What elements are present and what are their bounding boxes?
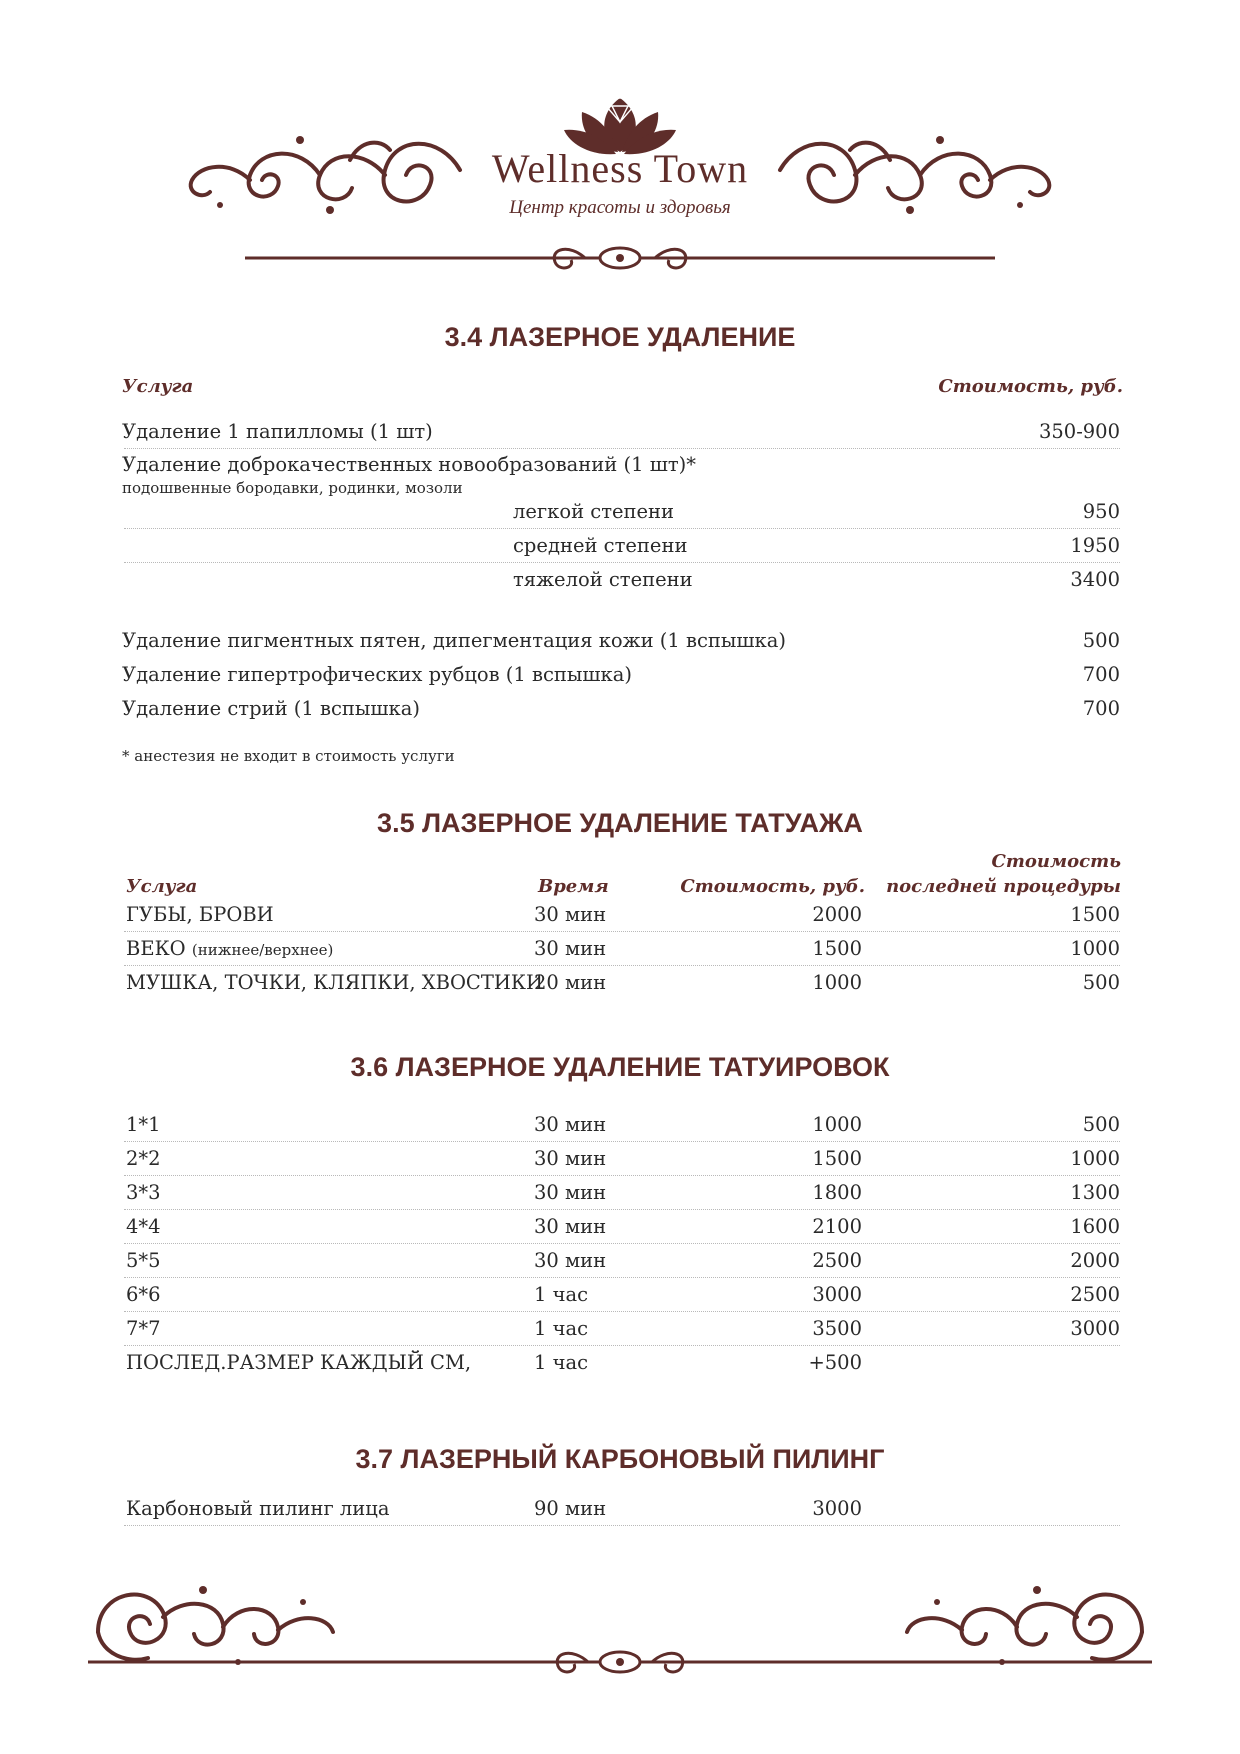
service-price: 500 (1082, 629, 1120, 652)
service-last-price: 1600 (1070, 1215, 1120, 1238)
column-header-last-price-2: последней процедуры (886, 876, 1121, 897)
table-row (124, 935, 1120, 966)
column-header-service: Услуга (126, 876, 198, 897)
service-price: 1800 (812, 1181, 862, 1204)
service-time: 20 мин (534, 971, 607, 994)
table-row (124, 1349, 1120, 1379)
section-title-3-4: 3.4 ЛАЗЕРНОЕ УДАЛЕНИЕ (444, 322, 796, 352)
column-header-service: Услуга (122, 376, 194, 397)
service-name-main: ВЕКО (126, 937, 186, 960)
service-name: Удаление гипертрофических рубцов (1 вспышка) (122, 663, 632, 686)
service-name: МУШКА, ТОЧКИ, КЛЯПКИ, ХВОСТИКИ (126, 971, 543, 994)
service-price: 700 (1082, 663, 1120, 686)
price-row (124, 498, 1120, 529)
table-row (124, 1145, 1120, 1176)
service-price: 1000 (812, 1113, 862, 1136)
service-name: Удаление доброкачественных новообразований (1 шт)* (122, 453, 696, 476)
price-row (124, 451, 1120, 501)
column-header-last-price: Стоимость (991, 851, 1121, 872)
service-price: 3000 (812, 1283, 862, 1306)
service-name-detail: (нижнее/верхнее) (191, 941, 334, 959)
price-row (124, 627, 1120, 657)
table-row (124, 969, 1120, 999)
service-time: 30 мин (534, 1113, 607, 1136)
service-price: 3400 (1070, 568, 1120, 591)
service-price: +500 (808, 1351, 862, 1374)
service-name: Удаление 1 папилломы (1 шт) (122, 420, 433, 443)
table-row (124, 1495, 1120, 1526)
section-title-3-6: 3.6 ЛАЗЕРНОЕ УДАЛЕНИЕ ТАТУИРОВОК (350, 1052, 890, 1082)
price-row (124, 661, 1120, 691)
service-price: 3500 (812, 1317, 862, 1340)
service-last-price: 1300 (1070, 1181, 1120, 1204)
tattoo-size: 1*1 (126, 1113, 161, 1136)
service-price: 2000 (812, 903, 862, 926)
section-title-3-7: 3.7 ЛАЗЕРНЫЙ КАРБОНОВЫЙ ПИЛИНГ (355, 1444, 885, 1474)
table-row (124, 1179, 1120, 1210)
service-note: подошвенные бородавки, родинки, мозоли (122, 479, 463, 497)
service-price: 350-900 (1038, 420, 1120, 443)
service-price: 1950 (1070, 534, 1120, 557)
tattoo-size: 3*3 (126, 1181, 161, 1204)
tattoo-size: 4*4 (126, 1215, 161, 1238)
service-price: 950 (1082, 500, 1120, 523)
service-price: 3000 (812, 1497, 862, 1520)
service-last-price: 1000 (1070, 1147, 1120, 1170)
service-time: 30 мин (534, 1215, 607, 1238)
service-name: Удаление пигментных пятен, дипегментация кожи (1 вспышка) (122, 629, 786, 652)
service-time: 30 мин (534, 1147, 607, 1170)
service-time: 30 мин (534, 1181, 607, 1204)
price-row (124, 566, 1120, 596)
price-row (124, 695, 1120, 725)
ornament-header-right-icon (770, 130, 1060, 220)
column-header-price: Стоимость, руб. (680, 876, 865, 897)
table-row (124, 1213, 1120, 1244)
service-time: 30 мин (534, 937, 607, 960)
service-name (126, 937, 333, 960)
service-last-price: 1000 (1070, 937, 1120, 960)
tattoo-size: 6*6 (126, 1283, 161, 1306)
column-header-time: Время (538, 876, 609, 897)
table-row (124, 901, 1120, 932)
service-time: 30 мин (534, 1249, 607, 1272)
header-divider (245, 240, 995, 276)
service-last-price: 500 (1082, 1113, 1120, 1136)
service-last-price: 3000 (1070, 1317, 1120, 1340)
service-name: Карбоновый пилинг лица (126, 1497, 390, 1520)
service-last-price: 2500 (1070, 1283, 1120, 1306)
ornament-header-left-icon (180, 130, 470, 220)
service-time: 30 мин (534, 903, 607, 926)
footer-divider (88, 1642, 1152, 1682)
service-price: 2100 (812, 1215, 862, 1238)
price-row (124, 418, 1120, 449)
tattoo-size: ПОСЛЕД.РАЗМЕР КАЖДЫЙ СМ, (126, 1351, 472, 1374)
service-level: легкой степени (513, 500, 675, 523)
service-last-price: 2000 (1070, 1249, 1120, 1272)
brand-subtitle: Центр красоты и здоровья (509, 197, 731, 218)
price-row (124, 532, 1120, 563)
service-name: ГУБЫ, БРОВИ (126, 903, 274, 926)
service-time: 1 час (534, 1317, 589, 1340)
tattoo-size: 7*7 (126, 1317, 161, 1340)
service-price: 700 (1082, 697, 1120, 720)
service-level: тяжелой степени (513, 568, 693, 591)
service-price: 1500 (812, 937, 862, 960)
service-time: 90 мин (534, 1497, 607, 1520)
tattoo-size: 5*5 (126, 1249, 161, 1272)
service-level: средней степени (513, 534, 688, 557)
table-row (124, 1247, 1120, 1278)
service-price: 1000 (812, 971, 862, 994)
section-title-3-5: 3.5 ЛАЗЕРНОЕ УДАЛЕНИЕ ТАТУАЖА (377, 808, 863, 838)
table-row (124, 1111, 1120, 1142)
service-name: Удаление стрий (1 вспышка) (122, 697, 420, 720)
service-price: 2500 (812, 1249, 862, 1272)
table-row (124, 1281, 1120, 1312)
table-row (124, 1315, 1120, 1346)
column-header-price: Стоимость, руб. (938, 376, 1123, 397)
footnote: * анестезия не входит в стоимость услуги (122, 747, 455, 765)
service-last-price: 500 (1082, 971, 1120, 994)
service-last-price: 1500 (1070, 903, 1120, 926)
tattoo-size: 2*2 (126, 1147, 161, 1170)
service-time: 1 час (534, 1283, 589, 1306)
brand-name: Wellness Town (491, 146, 749, 191)
service-price: 1500 (812, 1147, 862, 1170)
service-time: 1 час (534, 1351, 589, 1374)
